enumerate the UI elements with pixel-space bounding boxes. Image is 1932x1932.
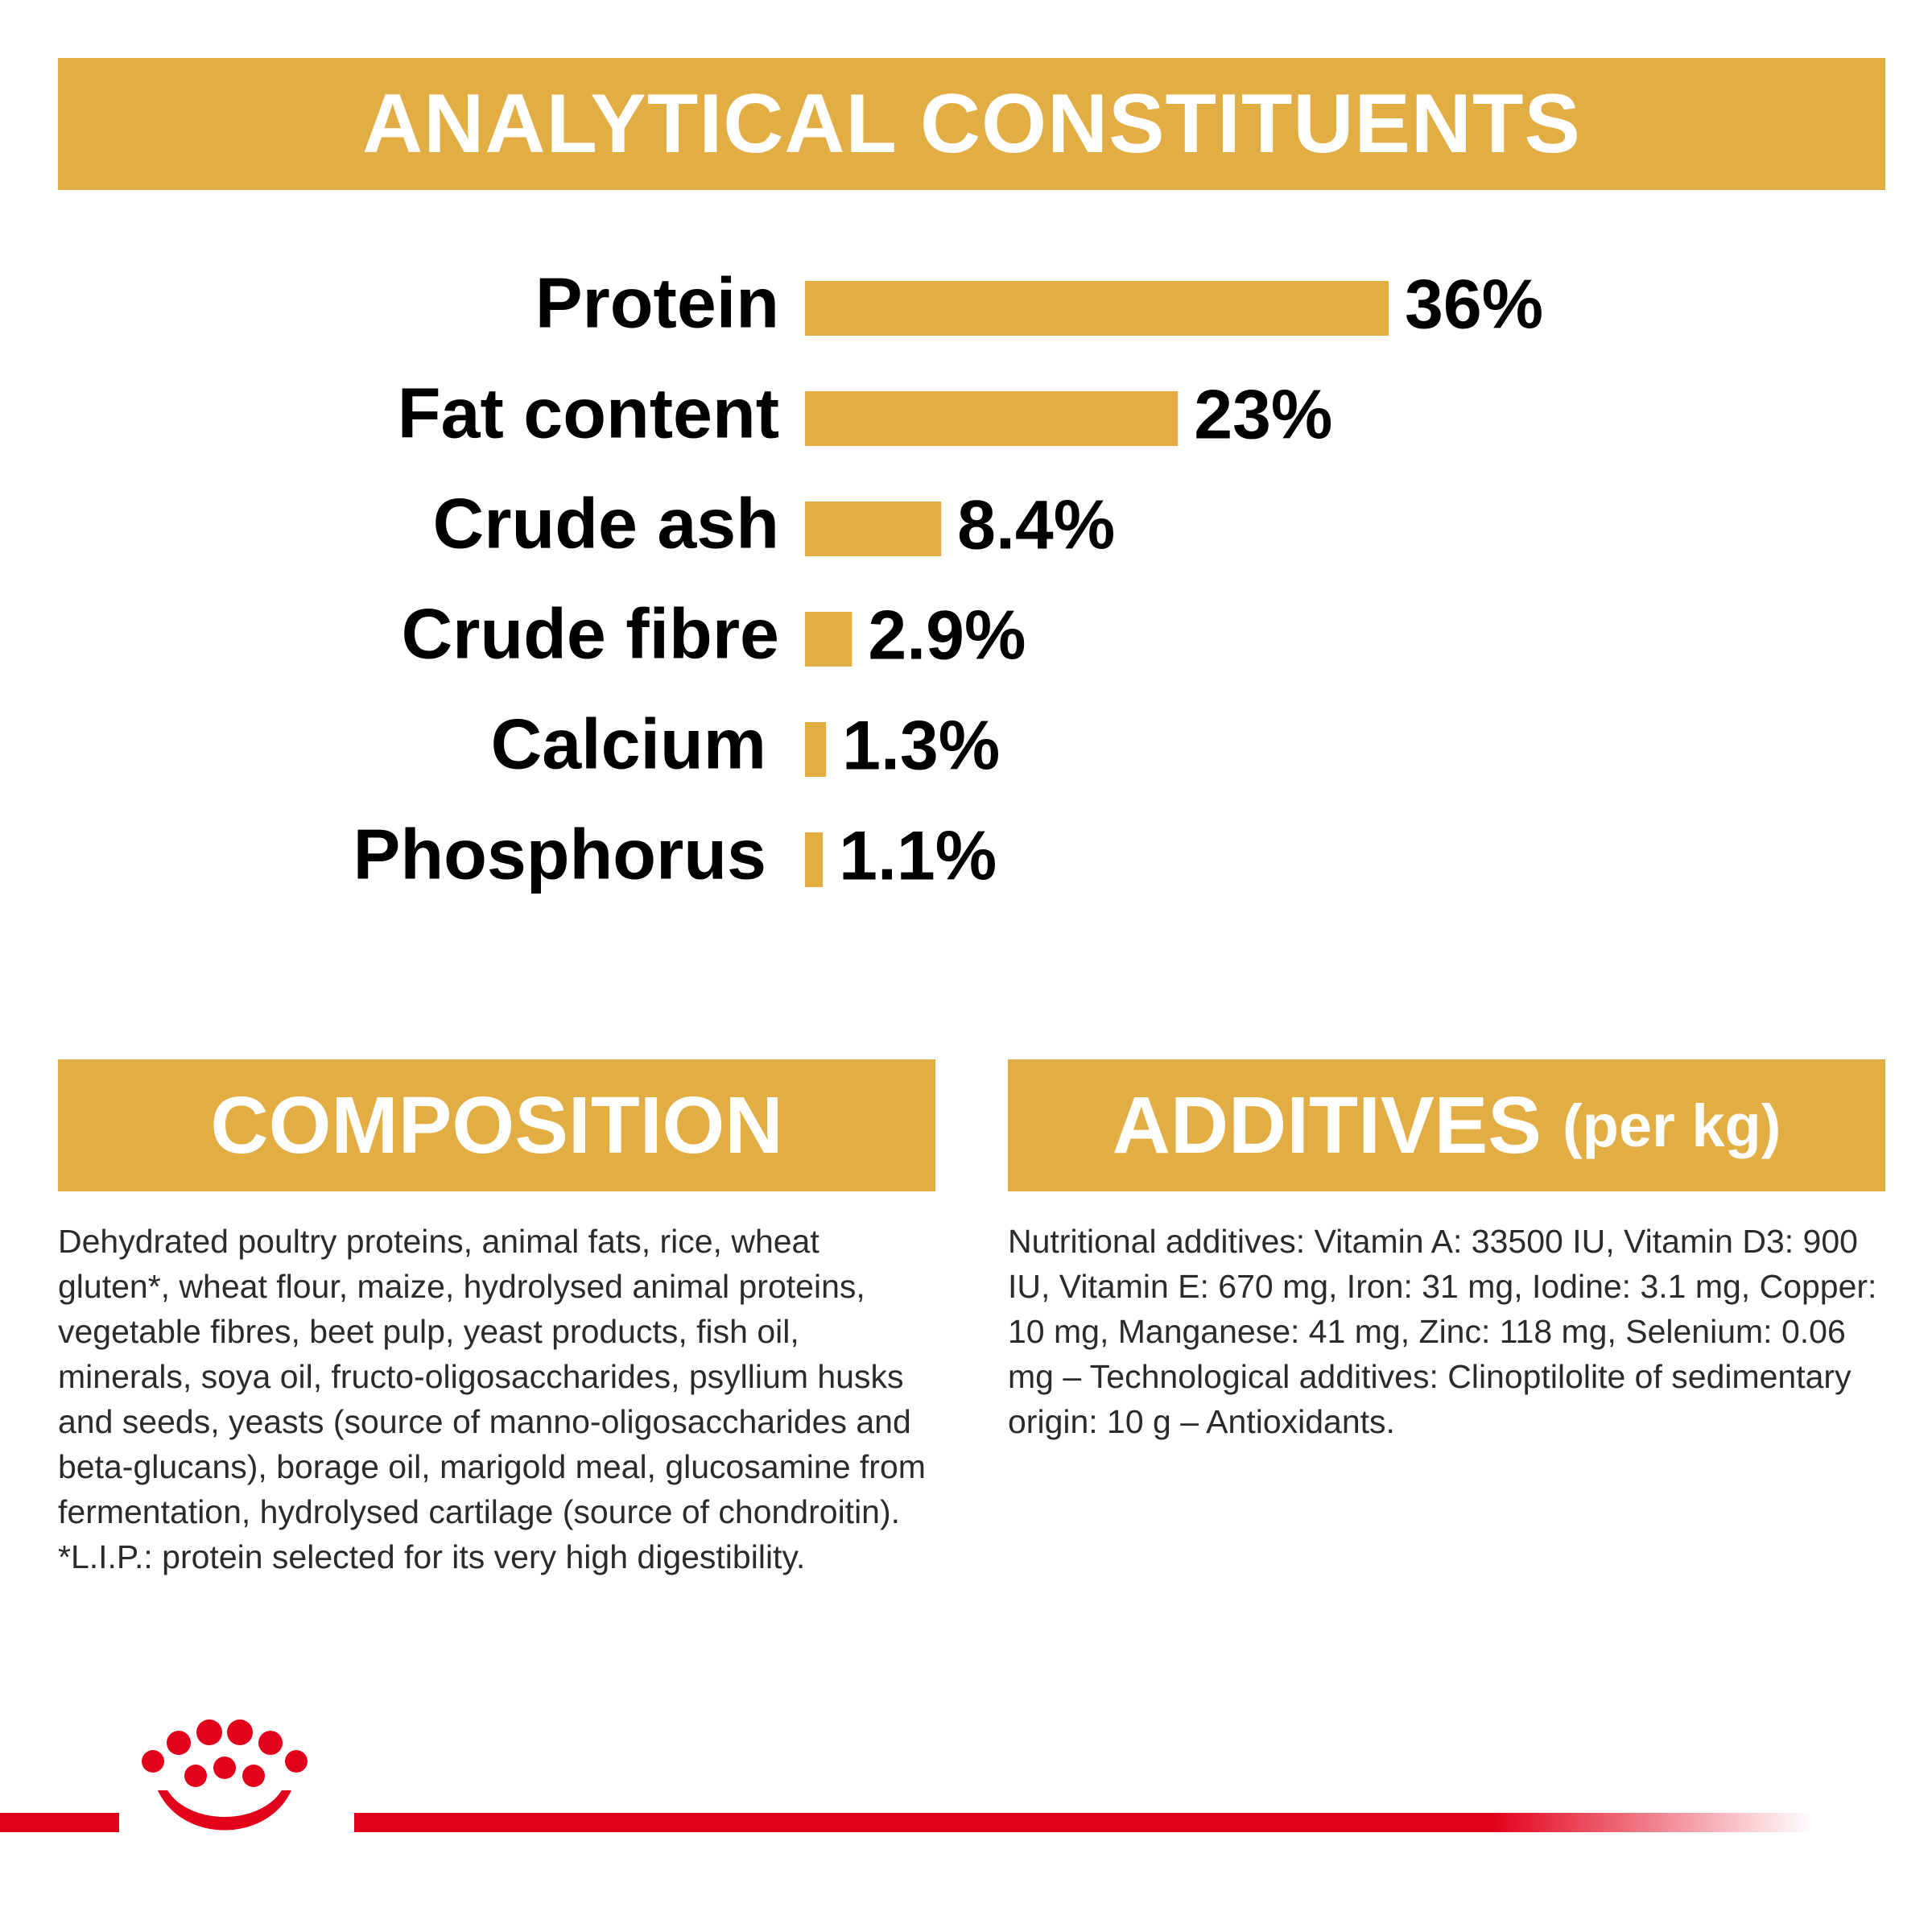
- bar-crude-ash: [805, 502, 941, 556]
- constituents-bar-chart: [0, 242, 1932, 934]
- analytical-constituents-title: ANALYTICAL CONSTITUENTS: [362, 76, 1581, 171]
- composition-text: Dehydrated poultry proteins, animal fats, rice, wheat gluten*, wheat flour, maize, hydrolysed animal proteins, vegetable fibres, beet pulp, yeast products, fish oil, minerals, soya oil, fructo-oligosaccharides, psyllium husks and seeds, yeasts (source of manno-oligosaccharides and beta-glucans), borage oil, marigold meal, glucosamine from fermentation, hydrolysed cartilage (source of chondroitin). *L.I.P.: protein selected for its very high digestibility.: [58, 1223, 926, 1575]
- additives-subtitle: (per kg): [1563, 1092, 1781, 1159]
- footer-brand-strip: [0, 1690, 1932, 1852]
- analytical-constituents-banner: [58, 58, 1885, 190]
- additives-banner: [1008, 1059, 1885, 1191]
- bar-protein: [805, 281, 1389, 336]
- additives-title: ADDITIVES: [1112, 1080, 1542, 1170]
- category-label-phosphorus: Phosphorus: [353, 814, 766, 894]
- composition-banner: [58, 1059, 935, 1191]
- category-label-calcium: Calcium: [490, 704, 766, 784]
- category-label-crude-fibre: Crude fibre: [401, 593, 779, 674]
- category-label-protein: Protein: [535, 262, 779, 343]
- footer-line-right: [354, 1813, 1811, 1832]
- royal-canin-crown-icon: [142, 1719, 308, 1831]
- value-label-fat-content: 23%: [1194, 376, 1333, 454]
- bar-calcium: [805, 722, 826, 777]
- value-label-phosphorus: 1.1%: [839, 817, 997, 895]
- value-label-crude-fibre: 2.9%: [868, 597, 1026, 675]
- additives-text: Nutritional additives: Vitamin A: 33500 IU, Vitamin D3: 900 IU, Vitamin E: 670 mg, Iron: 31 mg, Iodine: 3.1 mg, Copper: 10 mg, Manganese: 41 mg, Zinc: 118 mg, Selenium: 0.06 mg – Technological additives: Clinoptilolite of sedimentary origin: 10 g – Antioxidants.: [1008, 1223, 1886, 1440]
- value-label-calcium: 1.3%: [842, 707, 1001, 785]
- composition-title: COMPOSITION: [210, 1080, 783, 1170]
- bar-crude-fibre: [805, 612, 852, 667]
- bar-fat-content: [805, 391, 1178, 446]
- category-label-crude-ash: Crude ash: [432, 483, 779, 564]
- value-label-protein: 36%: [1405, 266, 1544, 344]
- value-label-crude-ash: 8.4%: [957, 486, 1116, 564]
- footer-line-left: [0, 1813, 119, 1832]
- bar-phosphorus: [805, 832, 823, 887]
- category-label-fat-content: Fat content: [397, 373, 779, 453]
